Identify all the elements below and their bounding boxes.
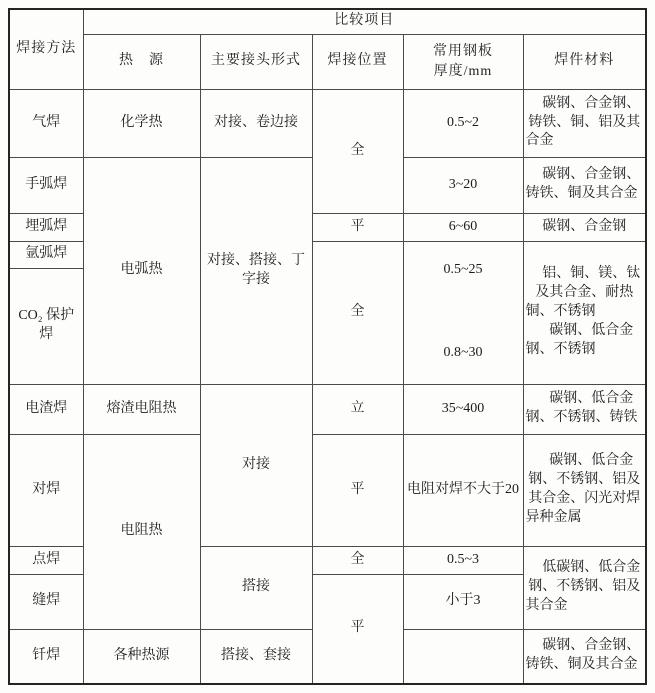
header-comparison-title: 比较项目 (83, 9, 646, 34)
cell-gas-manual-position: 全 (312, 89, 403, 213)
cell-gas-material (523, 89, 646, 157)
cell-butt-joint-merged: 对接 (200, 384, 312, 546)
cell-submerged-thickness: 6~60 (403, 213, 523, 241)
material-paragraph: 碳钢、合金钢、铸铁、铜及其合金 (525, 167, 641, 201)
cell-arc-heat-merged: 电弧热 (83, 157, 200, 384)
cell-electroslag-position: 立 (312, 384, 403, 434)
cell-submerged-position: 平 (312, 213, 403, 241)
header-joint-form: 主要接头形式 (200, 34, 312, 89)
cell-electroslag-heat: 熔渣电阻热 (83, 384, 200, 434)
cell-brazing-method: 钎焊 (9, 629, 83, 684)
material-paragraph: 碳钢、低合金钢、不锈钢、铝及其合金、闪光对焊异种金属 (525, 453, 641, 525)
material-paragraph-upper: 铝、铜、镁、钛及其合金、耐热铜、不锈钢 (525, 266, 641, 320)
cell-seam-thickness: 小于3 (403, 574, 523, 629)
cell-butt-material (523, 434, 646, 546)
material-paragraph: 碳钢、合金钢、铸铁、铜及其合金 (525, 638, 641, 673)
cell-electroslag-material (523, 384, 646, 434)
cell-spot-position: 全 (312, 546, 403, 574)
header-weld-position: 焊接位置 (312, 34, 403, 89)
cell-argon-co2-position: 全 (312, 241, 403, 384)
thickness-lower: 0.8~30 (443, 344, 483, 360)
header-thickness-line2: 厚度/mm (433, 63, 493, 79)
cell-butt-position: 平 (312, 434, 403, 546)
cell-butt-method: 对焊 (9, 434, 83, 546)
row-butt-welding (9, 434, 646, 546)
cell-brazing-heat: 各种热源 (83, 629, 200, 684)
header-method-column: 焊接方法 (9, 9, 83, 89)
material-paragraph: 碳钢、合金钢、铸铁、铜、铝及其合金 (525, 95, 641, 149)
cell-gas-heat: 化学热 (83, 89, 200, 157)
cell-arc-joint-merged: 对接、搭接、丁字接 (200, 157, 312, 384)
material-paragraph: 低碳钢、低合金钢、不锈钢、铝及其合金 (525, 560, 641, 613)
cell-argon-method: 氩弧焊 (9, 241, 83, 268)
material-paragraph-lower: 碳钢、低合金钢、不锈钢 (525, 322, 634, 357)
cell-gas-thickness: 0.5~2 (403, 89, 523, 157)
welding-methods-comparison-table (8, 8, 647, 685)
cell-butt-thickness: 电阻对焊不大于20 (403, 434, 523, 546)
cell-manual-arc-thickness: 3~20 (403, 157, 523, 213)
header-material: 焊件材料 (523, 34, 646, 89)
cell-electroslag-method: 电渣焊 (9, 384, 83, 434)
cell-co2-method: CO₂ 保护焊 (9, 268, 83, 384)
cell-brazing-joint: 搭接、套接 (200, 629, 312, 684)
material-paragraph: 碳钢、低合金钢、不锈钢、铸铁 (525, 391, 638, 425)
cell-seam-brazing-position: 平 (312, 574, 403, 684)
thickness-stack (404, 242, 523, 384)
cell-resistance-heat-merged: 电阻热 (83, 434, 200, 629)
thickness-upper: 0.5~25 (443, 261, 483, 277)
header-thickness-line1: 常用钢板 (433, 43, 493, 59)
cell-lap-joint-merged: 搭接 (200, 546, 312, 629)
cell-brazing-material (523, 629, 646, 684)
cell-gas-method: 气焊 (9, 89, 83, 157)
cell-argon-co2-material (523, 241, 646, 384)
row-gas-welding (9, 89, 646, 157)
header-thickness (403, 34, 523, 89)
cell-spot-seam-material (523, 546, 646, 629)
cell-spot-method: 点焊 (9, 546, 83, 574)
cell-manual-arc-material (523, 157, 646, 213)
cell-submerged-material: 碳钢、合金钢 (523, 213, 646, 241)
header-row-1 (9, 9, 646, 34)
row-electroslag (9, 384, 646, 434)
header-row-2 (9, 34, 646, 89)
cell-spot-thickness: 0.5~3 (403, 546, 523, 574)
cell-gas-joint: 对接、卷边接 (200, 89, 312, 157)
cell-seam-method: 缝焊 (9, 574, 83, 629)
cell-manual-arc-method: 手弧焊 (9, 157, 83, 213)
cell-argon-co2-thickness (403, 241, 523, 384)
cell-electroslag-thickness: 35~400 (403, 384, 523, 434)
cell-submerged-method: 埋弧焊 (9, 213, 83, 241)
header-heat-source: 热 源 (83, 34, 200, 89)
cell-brazing-thickness-empty (403, 629, 523, 684)
